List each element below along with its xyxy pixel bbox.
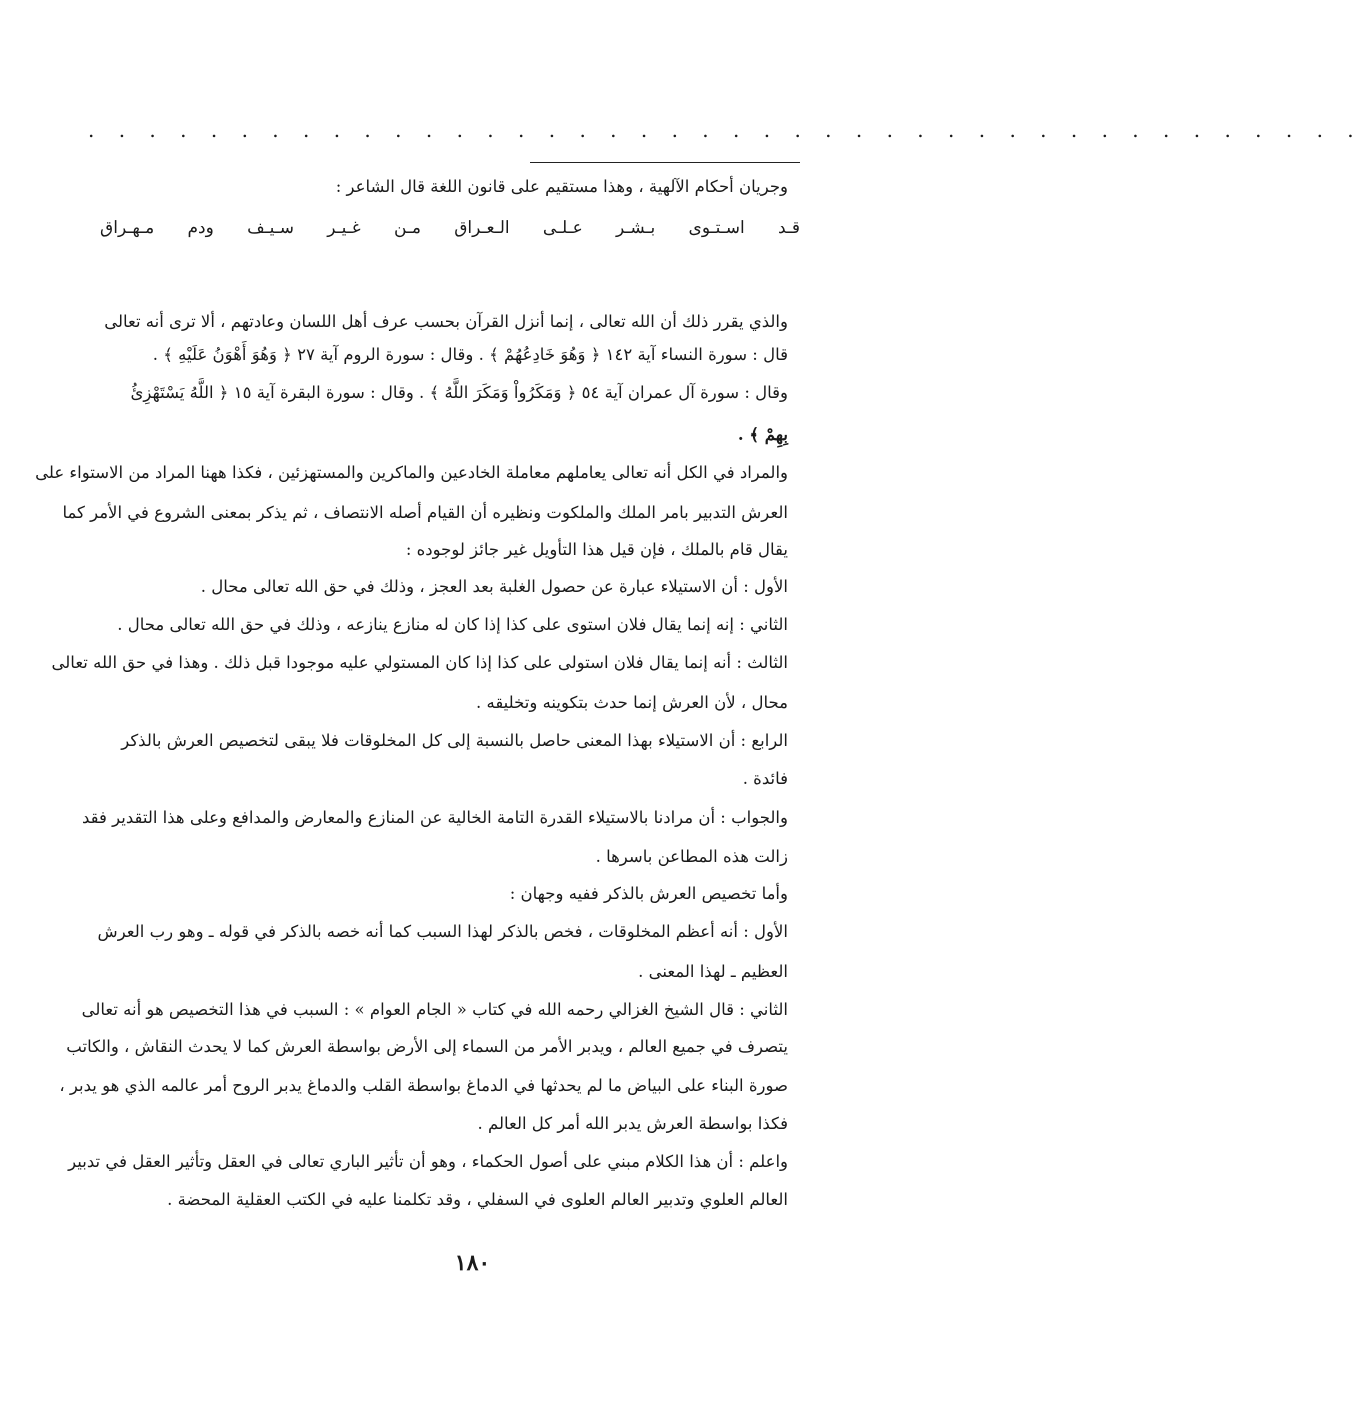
text-line: العرش التدبير بامر الملك والملكوت ونظيره أن القيام أصله الانتصاف ، ثم يذكر بمعنى الشروع في الأمر كما xyxy=(62,503,788,522)
separator-dots: . . . . . . . . . . . . . . . . . . . . . . . . . . . . . . . . . . . . . . . . . . xyxy=(88,118,1363,142)
text-line: بِهِمْ ﴾ . xyxy=(737,425,788,444)
page-number: ١٨٠ xyxy=(454,1250,491,1276)
text-line: الأول : أنه أعظم المخلوقات ، فخص بالذكر لهذا السبب كما أنه خصه بالذكر في قوله ـ وهو رب العرش xyxy=(97,922,788,941)
text-line: الثاني : قال الشيخ الغزالي رحمه الله في كتاب « الجام العوام » : السبب في هذا التخصيص هو أنه تعالى xyxy=(81,1000,788,1019)
text-line: قال : سورة النساء آية ١٤٢ ﴿ وَهُوَ خَادِعُهُمْ ﴾ . وقال : سورة الروم آية ٢٧ ﴿ وَهُوَ أَهْوَنُ عَلَيْهِ ﴾ . xyxy=(152,345,788,364)
verse-word: ودم xyxy=(187,218,214,238)
text-line: يقال قام بالملك ، فإن قيل هذا التأويل غير جائز لوجوده : xyxy=(405,540,788,559)
text-line: الأول : أن الاستيلاء عبارة عن حصول الغلبة بعد العجز ، وذلك في حق الله تعالى محال . xyxy=(200,577,788,596)
verse-word: قـد xyxy=(777,218,800,238)
text-line: صورة البناء على البياض ما لم يحدثها في الدماغ بواسطة القلب والدماغ يدبر الروح أمر عالمه الذي هو يدبر ، xyxy=(59,1076,788,1095)
text-line: يتصرف في جميع العالم ، ويدبر الأمر من السماء إلى الأرض بواسطة العرش كما لا يحدث النقاش ، والكاتب xyxy=(66,1037,788,1056)
text-line: الثاني : إنه إنما يقال فلان استوى على كذا إذا كان له منازع ينازعه ، وذلك في حق الله تعالى محال . xyxy=(117,615,788,634)
text-line: وقال : سورة آل عمران آية ٥٤ ﴿ وَمَكَرُواْ وَمَكَرَ اللَّهُ ﴾ . وقال : سورة البقرة آية ١٥ ﴿ اللَّهُ يَسْتَهْزِئُ xyxy=(130,383,788,402)
verse-word: اسـتـوى xyxy=(688,218,745,238)
text-line: فكذا بواسطة العرش يدبر الله أمر كل العالم . xyxy=(477,1114,788,1133)
text-line: الرابع : أن الاستيلاء بهذا المعنى حاصل بالنسبة إلى كل المخلوقات فلا يبقى لتخصيص العرش بالذكر xyxy=(121,731,788,750)
verse-word: غـيـر xyxy=(327,218,361,238)
verse-word: مـن xyxy=(393,218,421,238)
text-line: والذي يقرر ذلك أن الله تعالى ، إنما أنزل القرآن بحسب عرف أهل اللسان وعادتهم ، ألا ترى أنه تعالى xyxy=(104,312,788,331)
text-line: فائدة . xyxy=(742,769,788,788)
text-line: واعلم : أن هذا الكلام مبني على أصول الحكماء ، وهو أن تأثير الباري تعالى في العقل وتأثير العقل في تدبير xyxy=(68,1152,788,1171)
text-line: الثالث : أنه إنما يقال فلان استولى على كذا إذا كان المستولي عليه موجودا قبل ذلك . وهذا في حق الله تعالى xyxy=(51,653,788,672)
intro-line: وجريان أحكام الآلهية ، وهذا مستقيم على قانون اللغة قال الشاعر : xyxy=(335,177,788,196)
verse-word: الـعـراق xyxy=(454,218,510,238)
verse-word: مـهـراق xyxy=(100,218,155,238)
text-line: محال ، لأن العرش إنما حدث بتكوينه وتخليقه . xyxy=(476,693,788,712)
footnote-rule xyxy=(530,162,800,163)
text-line: العظيم ـ لهذا المعنى . xyxy=(638,962,788,981)
verse-word: عـلـى xyxy=(542,218,583,238)
text-line: والمراد في الكل أنه تعالى يعاملهم معاملة الخادعين والماكرين والمستهزئين ، فكذا ههنا المراد من الاستواء على xyxy=(35,463,788,482)
text-line: والجواب : أن مرادنا بالاستيلاء القدرة التامة الخالية عن المنازع والمعارض والمدافع وعلى هذا التقدير فقد xyxy=(82,808,788,827)
verse-word: سـيـف xyxy=(247,218,295,238)
text-line: وأما تخصيص العرش بالذكر ففيه وجهان : xyxy=(509,884,788,903)
text-line: زالت هذه المطاعن باسرها . xyxy=(595,847,788,866)
text-line: العالم العلوي وتدبير العالم العلوى في السفلي ، وقد تكلمنا عليه في الكتب العقلية المحضة . xyxy=(167,1190,788,1209)
verse-word: بـشـر xyxy=(616,218,656,238)
poem-verse xyxy=(100,214,800,244)
